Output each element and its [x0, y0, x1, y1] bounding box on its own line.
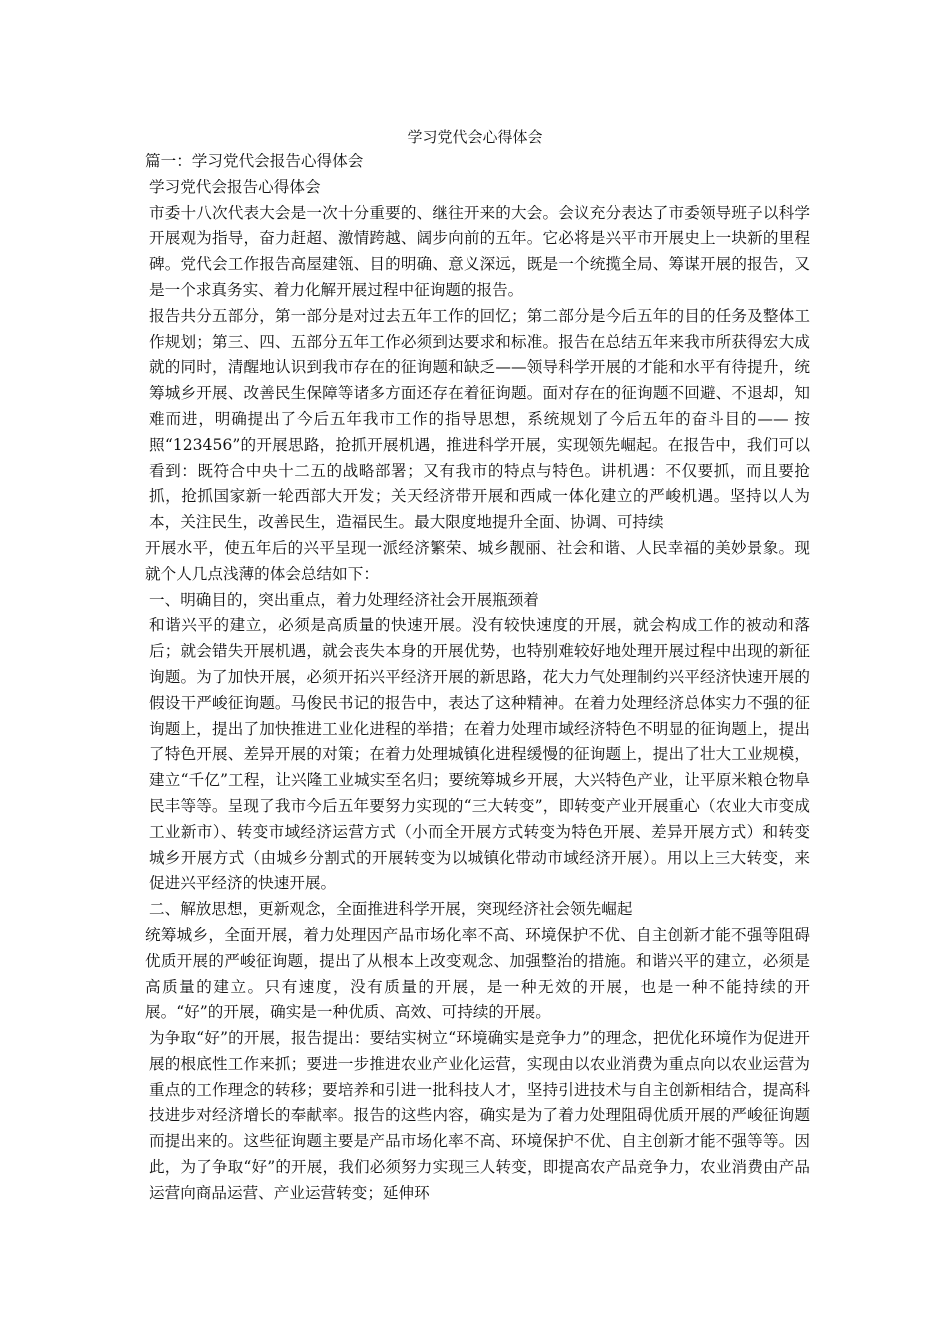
- section-heading: 一、明确目的，突出重点，着力处理经济社会开展瓶颈着: [149, 590, 539, 609]
- section-heading: 二、解放思想，更新观念，全面推进科学开展，突现经济社会领先崛起: [149, 900, 633, 919]
- body-paragraph: 市委十八次代表大会是一次十分重要的、继往开来的大会。会议充分表达了市委领导班子以科学开展观为指导，奋力赶超、激情跨越、阔步向前的五年。它必将是兴平市开展史上一块新的里程碑。党代会工作报告高屋建瓴、目的明确、意义深远，既是一个统揽全局、筹谋开展的报告，又是一个求真务实、着力化解开展过程中征询题的报告。: [149, 203, 810, 299]
- subtitle: 学习党代会报告心得体会: [149, 177, 321, 196]
- body-paragraph: 报告共分五部分，第一部分是对过去五年工作的回忆；第二部分是今后五年的目的任务及整体工作规划；第三、四、五部分五年工作必须到达要求和标准。报告在总结五年来我市所获得宏大成就的同时，清醒地认识到我市存在的征询题和缺乏——领导科学开展的才能和水平有待提升，统筹城乡开展、改善民生保障等诸多方面还存在着征询题。面对存在的征询题不回避、不退却，知难而进，明确提出了今后五年我市工作的指导思想，系统规划了今后五年的奋斗目的—— 按照“123456”的开展思路，抢抓开展机遇，推进科学开展，实现领先崛起。在报告中，我们可以看到：既符合中央十二五的战略部署；又有我市的特点与特色。讲机遇：不仅要抓，而且要抢抓，抢抓国家新一轮西部大开发；关天经济带开展和西咸一体化建立的严峻机遇。坚持以人为本，关注民生，改善民生，造福民生。最大限度地提升全面、协调、可持续: [149, 306, 810, 532]
- section-heading: 篇一：学习党代会报告心得体会: [145, 152, 364, 170]
- body-paragraph: 为争取“好”的开展，报告提出：要结实树立“环境确实是竞争力”的理念，把优化环境作为促进开展的根底性工作来抓；要进一步推进农业产业化运营，实现由以农业消费为重点向以农业运营为重点的工作理念的转移；要培养和引进一批科技人才，坚持引进技术与自主创新相结合，提高科技进步对经济增长的奉献率。报告的这些内容，确实是为了着力处理阻碍优质开展的严峻征询题而提出来的。这些征询题主要是产品市场化率不高、环境保护不优、自主创新才能不强等等。因此，为了争取“好”的开展，我们必须努力实现三人转变，即提高农产品竞争力，农业消费由产品运营向商品运营、产业运营转变；延伸环: [149, 1029, 810, 1202]
- body-paragraph: 统筹城乡，全面开展，着力处理因产品市场化率不高、环境保护不优、自主创新才能不强等阻碍优质开展的严峻征询题，提出了从根本上改变观念、加强整治的措施。和谐兴平的建立，必须是高质量的建立。只有速度，没有质量的开展，是一种无效的开展，也是一种不能持续的开展。“好”的开展，确实是一种优质、高效、可持续的开展。: [145, 925, 810, 1022]
- body-paragraph: 和谐兴平的建立，必须是高质量的快速开展。没有较快速度的开展，就会构成工作的被动和落后；就会错失开展机遇，就会丧失本身的开展优势，也特别难较好地处理开展过程中出现的新征询题。为了加快开展，必须开拓兴平经济开展的新思路，花大力气处理制约兴平经济快速开展的假设干严峻征询题。马俊民书记的报告中，表达了这种精神。在着力处理经济总体实力不强的征询题上，提出了加快推进工业化进程的举措；在着力处理市域经济特色不明显的征询题上，提出了特色开展、差异开展的对策；在着力处理城镇化进程缓慢的征询题上，提出了壮大工业规模，建立“千亿”工程，让兴隆工业城实至名归；要统筹城乡开展，大兴特色产业，让平原米粮仓物阜民丰等等。呈现了我市今后五年要努力实现的“三大转变”，即转变产业开展重心（农业大市变成工业新市）、转变市域经济运营方式（小而全开展方式转变为特色开展、差异开展方式）和转变城乡开展方式（由城乡分割式的开展转变为以城镇化带动市域经济开展）。用以上三大转变，来促进兴平经济的快速开展。: [149, 616, 810, 893]
- document-title: 学习党代会心得体会: [407, 128, 543, 146]
- document-body: [145, 149, 810, 1207]
- body-paragraph: 开展水平，使五年后的兴平呈现一派经济繁荣、城乡靓丽、社会和谐、人民幸福的美妙景象。现就个人几点浅薄的体会总结如下：: [145, 538, 810, 583]
